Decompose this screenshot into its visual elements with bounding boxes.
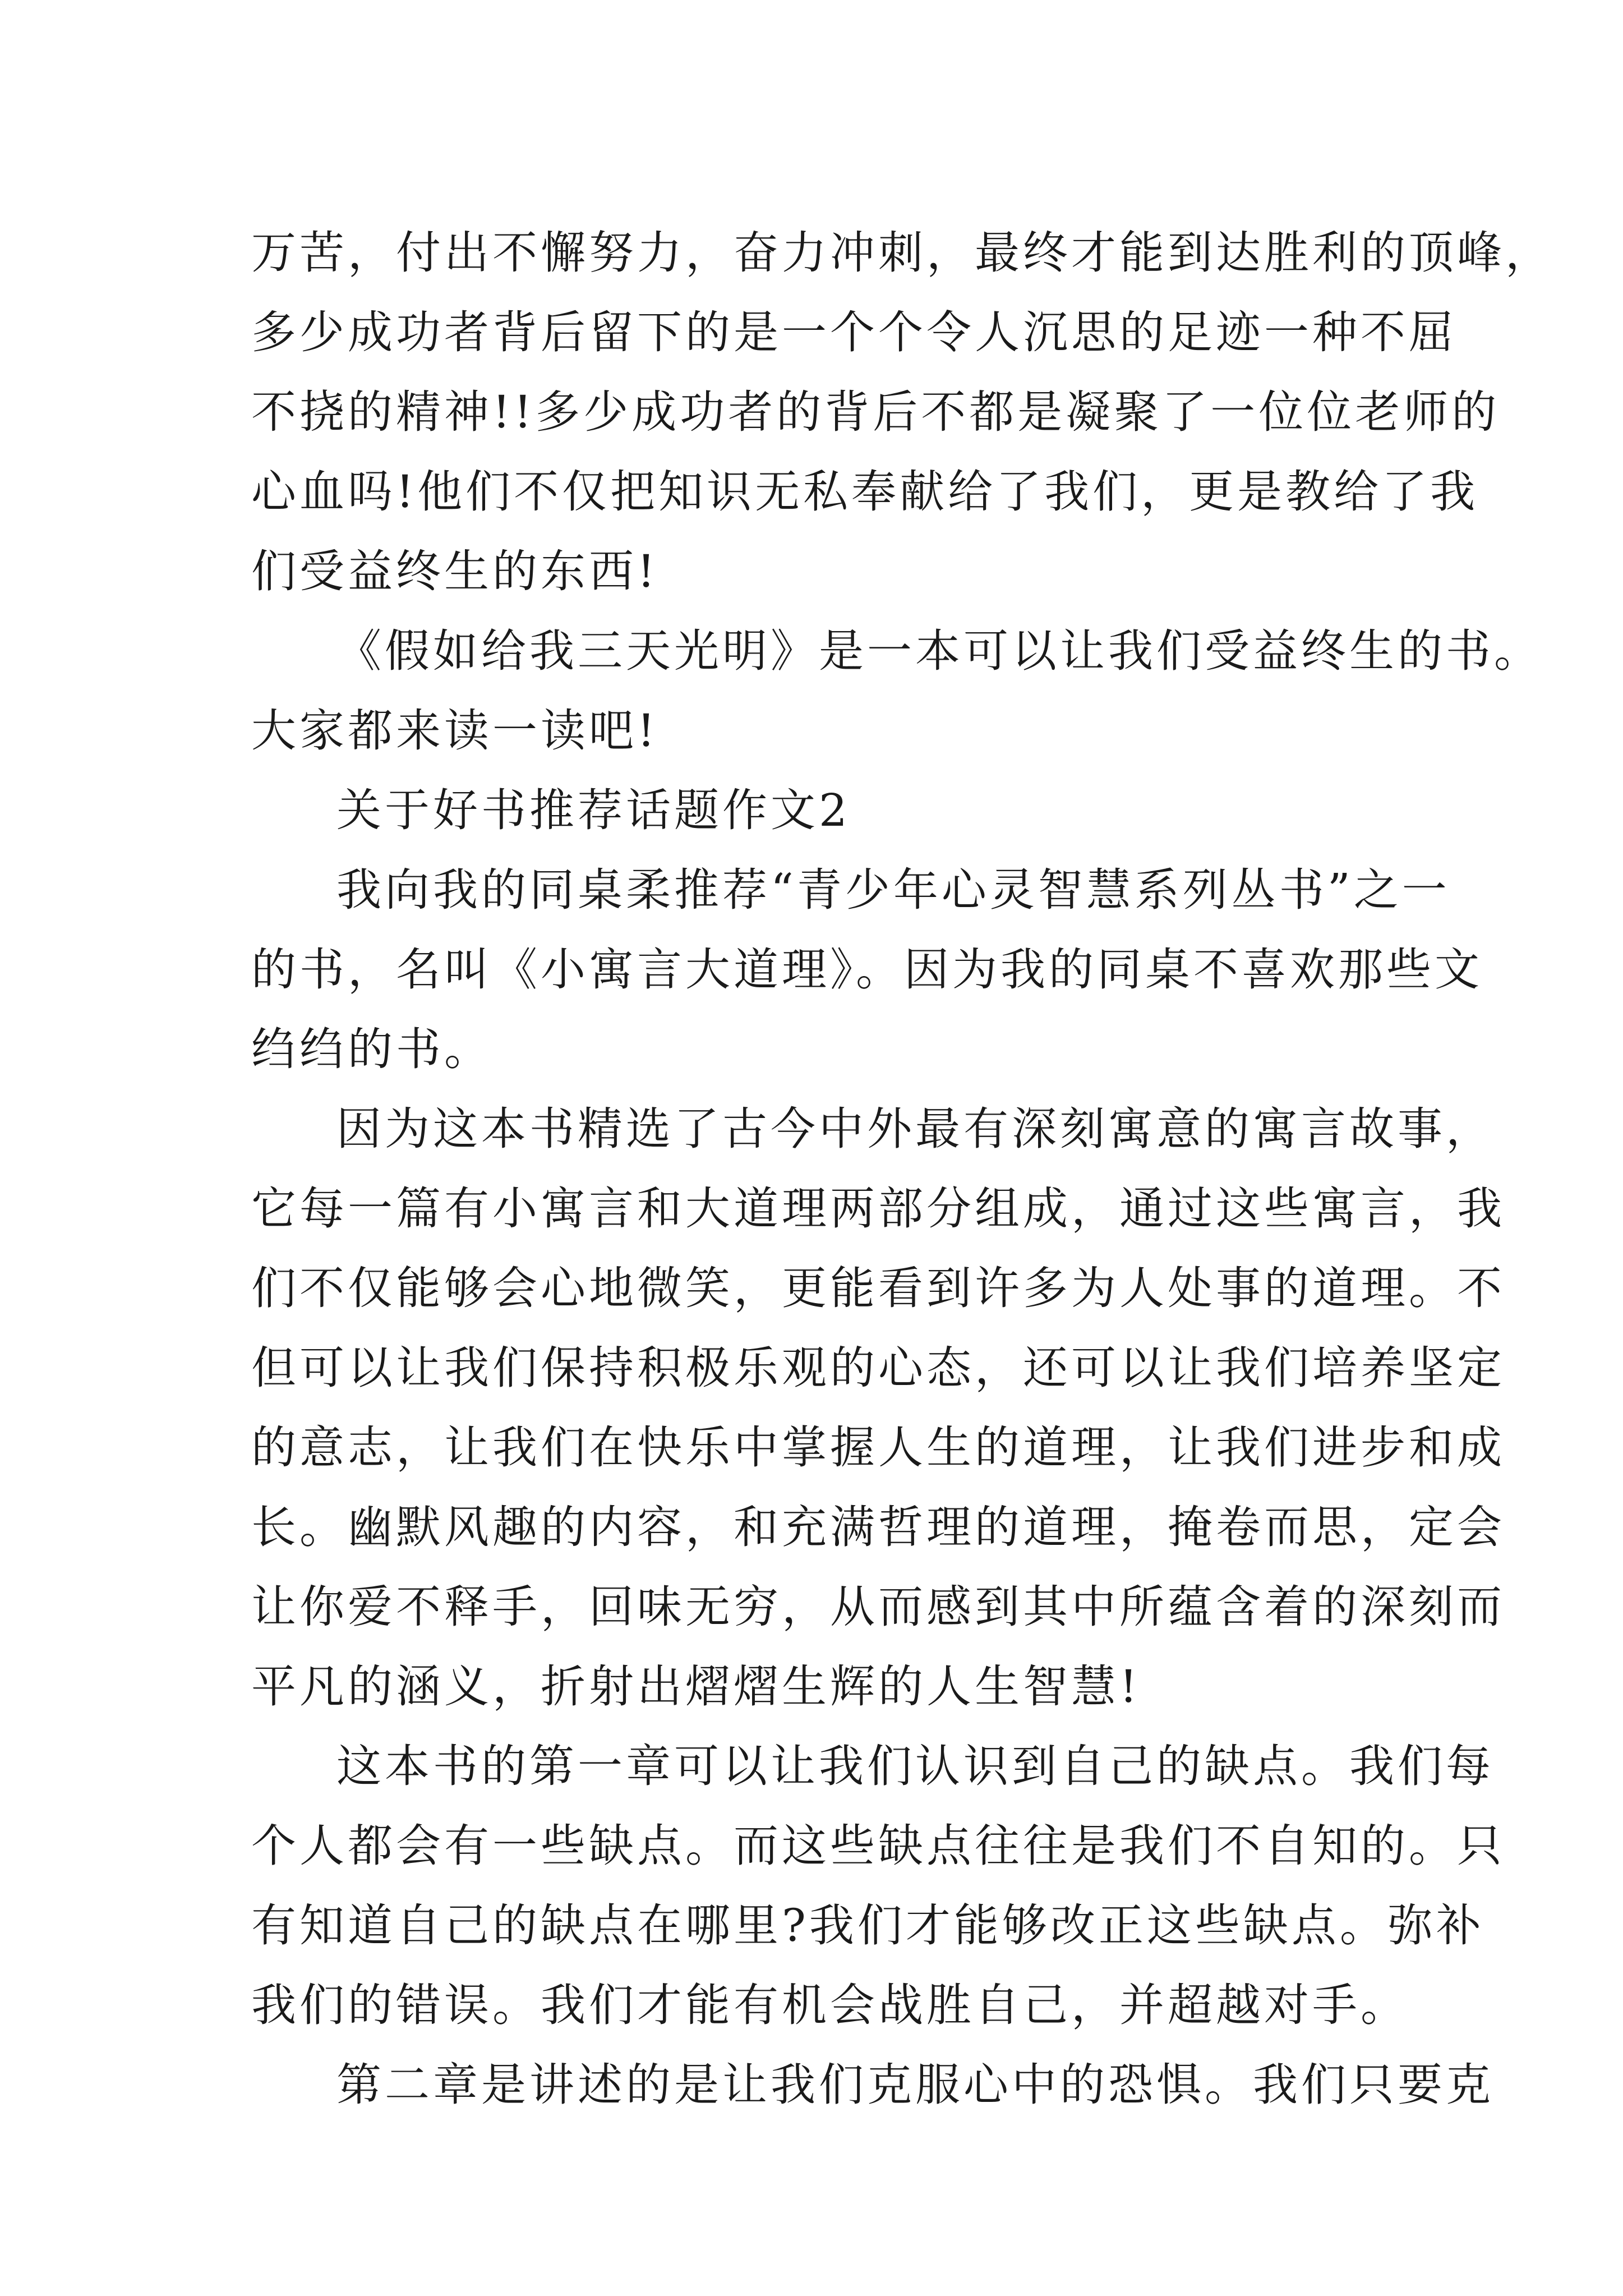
text-line: 但可以让我们保持积极乐观的心态，还可以让我们培养坚定 (251, 1342, 1505, 1394)
text-line: 的意志，让我们在快乐中掌握人生的道理，让我们进步和成 (251, 1421, 1505, 1474)
paragraph-first-line: 这本书的第一章可以让我们认识到自己的缺点。我们每 (336, 1740, 1494, 1792)
text-line: 让你爱不释手，回味无穷，从而感到其中所蕴含着的深刻而 (251, 1581, 1505, 1633)
paragraph-first-line: 我向我的同桌柔推荐“青少年心灵智慧系列丛书”之一 (336, 864, 1450, 916)
text-line: 不挠的精神!!多少成功者的背后不都是凝聚了一位位老师的 (251, 386, 1500, 438)
text-line: 万苦，付出不懈努力，奋力冲刺，最终才能到达胜利的顶峰， (251, 227, 1553, 279)
paragraph-first-line: 第二章是讲述的是让我们克服心中的恐惧。我们只要克 (336, 2059, 1494, 2111)
section-heading: 关于好书推荐话题作文2 (336, 784, 851, 836)
text-line: 个人都会有一些缺点。而这些缺点往往是我们不自知的。只 (251, 1820, 1505, 1872)
text-line: 心血吗!他们不仅把知识无私奉献给了我们，更是教给了我 (251, 466, 1479, 518)
text-line: 我们的错误。我们才能有机会战胜自己，并超越对手。 (251, 1979, 1409, 2031)
text-line: 多少成功者背后留下的是一个个令人沉思的足迹一种不屈 (251, 306, 1457, 358)
text-line: 它每一篇有小寓言和大道理两部分组成，通过这些寓言，我 (251, 1182, 1505, 1235)
text-line: 平凡的涵义，折射出熠熠生辉的人生智慧! (251, 1660, 1141, 1713)
text-line: 有知道自己的缺点在哪里?我们才能够改正这些缺点。弥补 (251, 1899, 1484, 1952)
paragraph-first-line: 《假如给我三天光明》是一本可以让我们受益终生的书。 (336, 625, 1542, 677)
text-line: 们不仅能够会心地微笑，更能看到许多为人处事的道理。不 (251, 1262, 1505, 1314)
paragraph-first-line: 因为这本书精选了古今中外最有深刻寓意的寓言故事， (336, 1103, 1494, 1155)
text-line: 大家都来读一读吧! (251, 705, 659, 757)
document-body (251, 213, 1553, 2125)
text-line: 绉绉的书。 (251, 1023, 492, 1075)
text-line: 的书，名叫《小寓言大道理》。因为我的同桌不喜欢那些文 (251, 944, 1483, 996)
text-line: 们受益终生的东西! (251, 545, 659, 597)
text-line: 长。幽默风趣的内容，和充满哲理的道理，掩卷而思，定会 (251, 1501, 1505, 1553)
